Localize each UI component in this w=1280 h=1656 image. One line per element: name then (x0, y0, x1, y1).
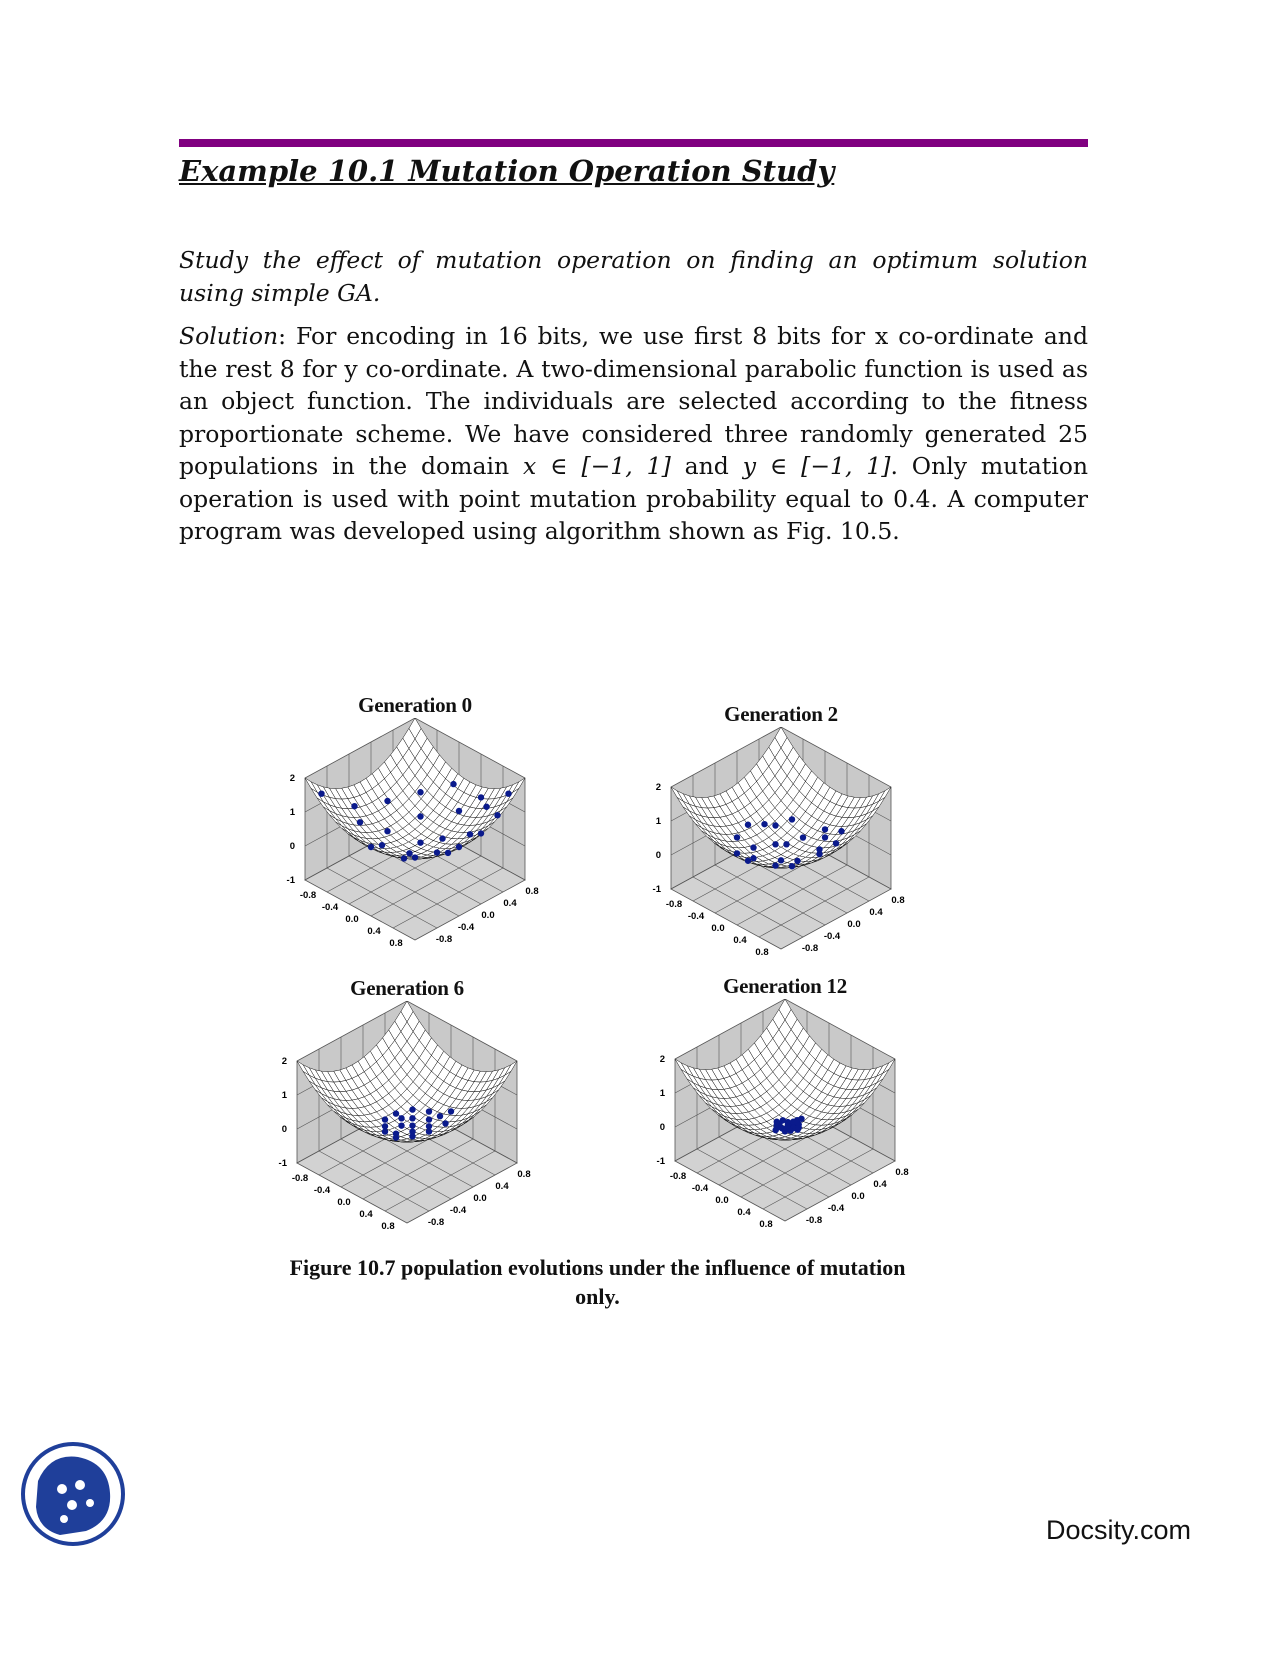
x-tick-label: -0.4 (313, 1185, 331, 1196)
population-point (822, 826, 828, 832)
y-tick-label: 0.4 (503, 898, 517, 909)
population-point (357, 819, 363, 825)
population-point (761, 821, 767, 827)
population-point (494, 812, 500, 818)
population-point (318, 791, 324, 797)
z-tick-label: 0 (281, 1124, 287, 1135)
population-point (794, 858, 800, 864)
chart-plot (270, 718, 560, 948)
caption-line-2: only. (575, 1284, 620, 1309)
population-point (778, 857, 784, 863)
x-tick-label: -0.8 (291, 1173, 309, 1184)
y-tick-label: 0.8 (891, 895, 905, 906)
population-point (789, 816, 795, 822)
population-point (772, 822, 778, 828)
solution-paragraph (179, 320, 1088, 548)
domain-x: x ∈ [−1, 1] (523, 452, 671, 480)
z-tick-label: -1 (286, 875, 295, 886)
population-point (406, 850, 412, 856)
population-point (393, 1110, 399, 1116)
x-tick-label: -0.8 (665, 899, 683, 910)
z-tick-label: 2 (655, 782, 661, 793)
z-tick-label: 0 (655, 850, 661, 861)
population-point (734, 850, 740, 856)
chart-generation-12 (640, 974, 930, 1229)
population-point (351, 803, 357, 809)
population-point (442, 1120, 448, 1126)
population-point (379, 842, 385, 848)
x-tick-label: -0.8 (299, 890, 317, 901)
population-point (450, 781, 456, 787)
population-point (434, 849, 440, 855)
x-tick-label: -0.4 (321, 902, 339, 913)
y-tick-label: -0.4 (827, 1203, 845, 1214)
population-point (412, 854, 418, 860)
z-tick-label: 1 (659, 1088, 665, 1099)
population-point (782, 1128, 788, 1134)
population-point (787, 1127, 793, 1133)
chart-title: Generation 0 (358, 693, 472, 717)
header-rule (179, 139, 1088, 147)
y-tick-label: -0.8 (435, 934, 453, 945)
z-tick-label: 2 (281, 1056, 287, 1067)
y-tick-label: 0.4 (869, 907, 883, 918)
chart-generation-6 (262, 976, 552, 1231)
population-point (368, 844, 374, 850)
population-point (772, 841, 778, 847)
x-tick-label: 0.0 (715, 1195, 729, 1206)
population-point (467, 831, 473, 837)
population-point (800, 834, 806, 840)
y-tick-label: -0.8 (801, 943, 819, 954)
docsity-logo-icon (20, 1441, 126, 1547)
y-tick-label: 0.4 (495, 1181, 509, 1192)
z-tick-label: 1 (655, 816, 661, 827)
population-point (426, 1128, 432, 1134)
example-heading: Example 10.1 Mutation Operation Study (179, 154, 835, 188)
x-tick-label: 0.4 (359, 1209, 373, 1220)
chart-plot (262, 1001, 552, 1231)
y-tick-label: 0.0 (847, 919, 861, 930)
population-point (426, 1108, 432, 1114)
x-tick-label: 0.0 (711, 923, 725, 934)
y-tick-label: 0.0 (473, 1193, 487, 1204)
population-point (734, 834, 740, 840)
y-tick-label: 0.8 (895, 1167, 909, 1178)
solution-text-3: . Only mutation operation is used with point mutation probability equal to 0.4. A computer program was developed using algorithm shown as Fig. 10.5. (179, 452, 1089, 545)
population-point (409, 1122, 415, 1128)
population-point (384, 798, 390, 804)
population-point (384, 828, 390, 834)
population-point (398, 1122, 404, 1128)
population-point (816, 851, 822, 857)
population-point (780, 1117, 786, 1123)
z-tick-label: 0 (659, 1122, 665, 1133)
x-tick-label: 0.8 (389, 938, 403, 948)
population-point (794, 1127, 800, 1133)
x-tick-label: -0.8 (669, 1171, 687, 1182)
population-point (417, 839, 423, 845)
population-point (437, 1113, 443, 1119)
chart-plot (636, 727, 926, 957)
x-tick-label: 0.8 (755, 947, 769, 957)
z-tick-label: 2 (659, 1054, 665, 1065)
x-tick-label: 0.0 (337, 1197, 351, 1208)
z-tick-label: 1 (289, 807, 295, 818)
population-point (798, 1116, 804, 1122)
population-point (774, 1119, 780, 1125)
population-point (772, 1127, 778, 1133)
population-point (750, 844, 756, 850)
docsity-brand: Docsity.com (1046, 1515, 1192, 1545)
solution-text-2: and (670, 452, 743, 480)
population-point (505, 791, 511, 797)
x-tick-label: 0.8 (381, 1221, 395, 1231)
x-tick-label: 0.8 (759, 1219, 773, 1229)
population-point (409, 1133, 415, 1139)
z-tick-label: 0 (289, 841, 295, 852)
population-point (483, 804, 489, 810)
chart-generation-0 (270, 693, 560, 948)
y-tick-label: 0.0 (481, 910, 495, 921)
y-tick-label: -0.4 (823, 931, 841, 942)
figure-caption (240, 1253, 955, 1311)
y-tick-label: 0.8 (517, 1169, 531, 1180)
z-tick-label: 1 (281, 1090, 287, 1101)
y-tick-label: 0.8 (525, 886, 539, 897)
z-tick-label: -1 (278, 1158, 287, 1169)
population-point (445, 850, 451, 856)
question-paragraph: Study the effect of mutation operation on finding an optimum solution using simple GA. (179, 246, 1088, 307)
population-point (398, 1115, 404, 1121)
y-tick-label: -0.4 (457, 922, 475, 933)
population-point (401, 855, 407, 861)
chart-plot (640, 999, 930, 1229)
population-point (750, 855, 756, 861)
population-point (478, 794, 484, 800)
chart-title: Generation 12 (723, 974, 847, 998)
population-point (382, 1116, 388, 1122)
population-point (745, 822, 751, 828)
population-point (426, 1116, 432, 1122)
population-point (417, 789, 423, 795)
x-tick-label: 0.0 (345, 914, 359, 925)
y-tick-label: 0.0 (851, 1191, 865, 1202)
population-point (409, 1115, 415, 1121)
population-point (456, 808, 462, 814)
population-point (789, 863, 795, 869)
population-point (409, 1106, 415, 1112)
y-tick-label: -0.4 (449, 1205, 467, 1216)
population-point (417, 813, 423, 819)
x-tick-label: 0.4 (367, 926, 381, 937)
chart-generation-2 (636, 702, 926, 957)
population-point (382, 1128, 388, 1134)
population-point (822, 834, 828, 840)
z-tick-label: -1 (652, 884, 661, 895)
x-tick-label: -0.4 (687, 911, 705, 922)
population-point (783, 841, 789, 847)
chart-title: Generation 6 (350, 976, 464, 1000)
population-point (833, 840, 839, 846)
y-tick-label: -0.8 (805, 1215, 823, 1226)
population-point (456, 844, 462, 850)
x-tick-label: 0.4 (737, 1207, 751, 1218)
population-point (439, 835, 445, 841)
x-tick-label: 0.4 (733, 935, 747, 946)
z-tick-label: -1 (656, 1156, 665, 1167)
population-point (393, 1134, 399, 1140)
caption-line-1: Figure 10.7 population evolutions under the influence of mutation (289, 1255, 906, 1280)
solution-label: Solution (179, 322, 279, 350)
x-tick-label: -0.4 (691, 1183, 709, 1194)
population-point (478, 830, 484, 836)
population-point (838, 828, 844, 834)
domain-y: y ∈ [−1, 1] (742, 452, 891, 480)
population-point (745, 858, 751, 864)
z-tick-label: 2 (289, 773, 295, 784)
y-tick-label: -0.8 (427, 1217, 445, 1228)
population-point (448, 1108, 454, 1114)
population-point (772, 862, 778, 868)
solution-text-1: : For encoding in 16 bits, we use first 8 bits for x co-ordinate and the rest 8 for y co-ordinate. A two-dimensional parabolic function is used as an object function. The individuals are selected according to the fitness proportionate scheme. We have considered three randomly generated 25 populations in the domain (179, 322, 1088, 480)
y-tick-label: 0.4 (873, 1179, 887, 1190)
chart-title: Generation 2 (724, 702, 838, 726)
